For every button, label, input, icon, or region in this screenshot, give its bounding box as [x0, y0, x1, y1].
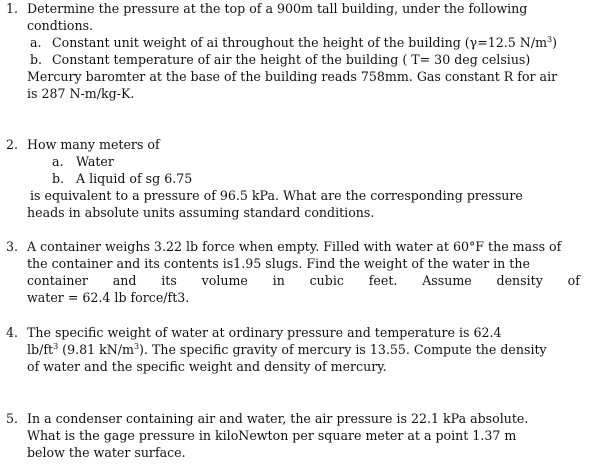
question-text: The specific weight of water at ordinary pressure and temperature is 62.4 — [27, 325, 502, 340]
question-text: A container weighs 3.22 lb force when empty. Filled with water at 60°F the mass of — [27, 239, 562, 254]
question-text: is equivalent to a pressure of 96.5 kPa. What are the corresponding pressure — [30, 188, 523, 203]
question-text: How many meters of — [27, 137, 160, 152]
question-text: water = 62.4 lb force/ft3. — [27, 290, 190, 305]
question-text: In a condenser containing air and water, the air pressure is 22.1 kPa absolute. — [27, 411, 529, 426]
item-text: A liquid of sg 6.75 — [76, 171, 193, 186]
question-number: 2. — [6, 137, 19, 152]
item-label: b. — [30, 52, 43, 67]
question-text: $lb/ft^3$ (9.81 $kN/m^3$). The specific gravity of mercury is 13.55. Compute the density — [27, 341, 547, 357]
question-text-justified: container and its volume in cubic feet. Assume density of — [27, 273, 580, 288]
item-label: a. — [52, 154, 64, 169]
question-text: the container and its contents is1.95 slugs. Find the weight of the water in the — [27, 256, 530, 271]
question-number: 4. — [6, 325, 19, 340]
item-text: Constant unit weight of ai throughout the height of the building (γ=12.5 $N/m^3$) — [52, 34, 558, 50]
item-label: b. — [52, 171, 65, 186]
question-number: 5. — [6, 411, 19, 426]
question-text: is 287 N-m/kg-K. — [27, 86, 135, 101]
question-text: Determine the pressure at the top of a 900m tall building, under the following — [27, 1, 528, 16]
item-text: Constant temperature of air the height of the building ( T= 30 deg celsius) — [52, 52, 531, 67]
question-text: heads in absolute units assuming standard conditions. — [27, 205, 375, 220]
question-text: condtions. — [27, 18, 94, 33]
question-text: of water and the specific weight and density of mercury. — [27, 359, 387, 374]
question-text: What is the gage pressure in kiloNewton per square meter at a point 1.37 m — [27, 428, 517, 443]
item-text: Water — [76, 154, 114, 169]
question-number: 3. — [6, 239, 19, 254]
item-label: a. — [30, 35, 42, 50]
question-text: below the water surface. — [27, 445, 186, 460]
question-number: 1. — [6, 1, 19, 16]
question-text: Mercury baromter at the base of the building reads 758mm. Gas constant R for air — [27, 69, 558, 84]
